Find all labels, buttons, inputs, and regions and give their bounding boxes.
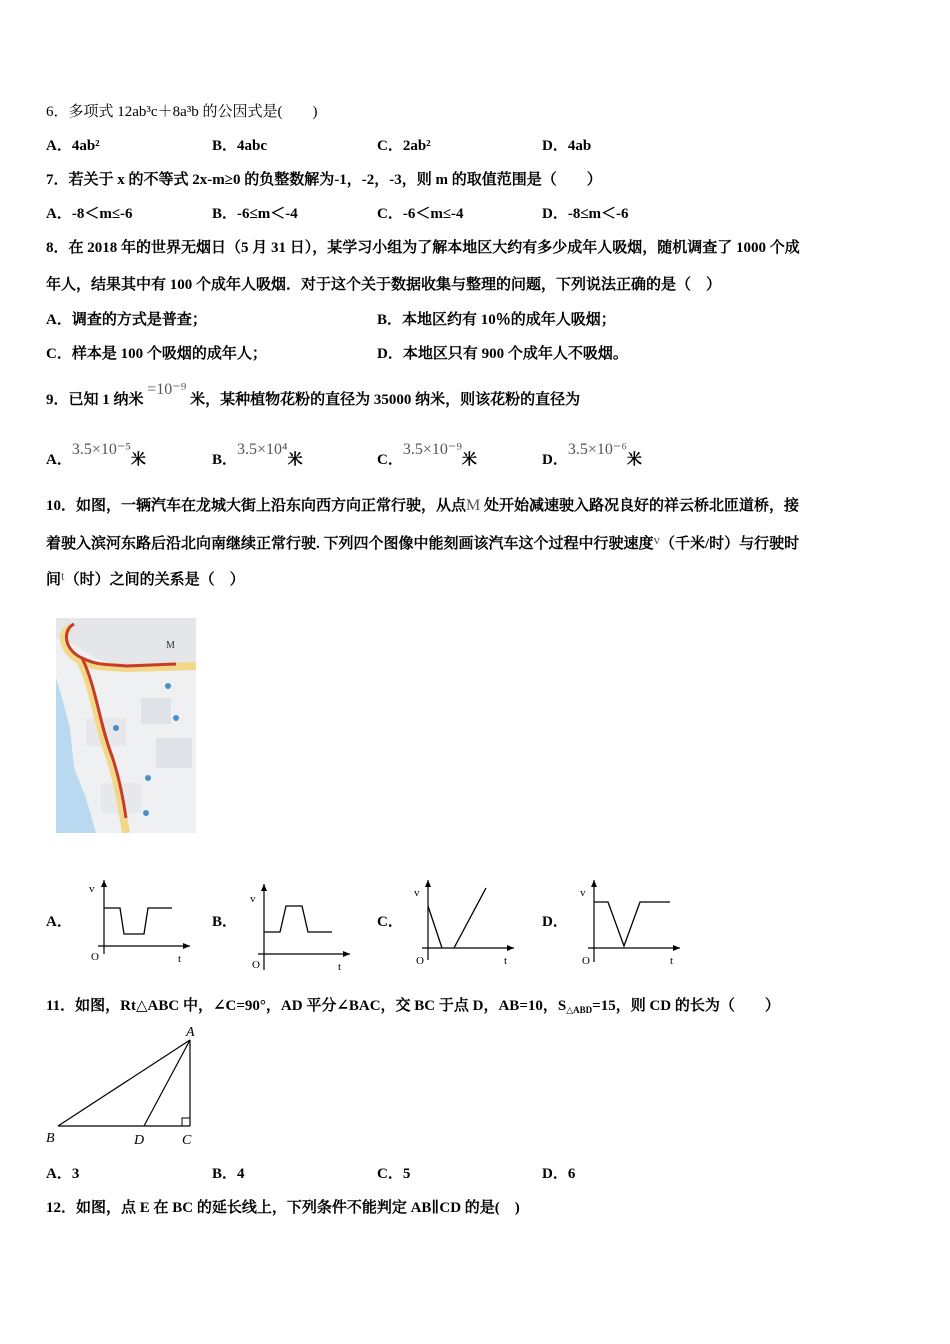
q10-graph-a <box>86 874 196 974</box>
q11-option-c: C．5 <box>377 1166 411 1182</box>
q8-option-b: B．本地区约有 10％的成年人吸烟； <box>377 312 616 328</box>
q9-option-c: C．3.5×10⁻⁹米 <box>377 441 477 468</box>
q8-option-d: D．本地区只有 900 个成年人不吸烟。 <box>377 346 628 362</box>
q7-option-d: D．-8≤m＜-6 <box>542 206 629 222</box>
q9-stem-pre: 9．已知 1 纳米 <box>46 392 144 408</box>
q10-point-m: M <box>466 497 481 514</box>
q11-triangle-figure <box>40 1020 210 1152</box>
q10-graph-d-axis-t: t <box>670 955 674 967</box>
q10-graph-c-axis-o: O <box>416 955 424 967</box>
q10-graph-c-axis-v: v <box>414 887 420 899</box>
q11-label-c: C <box>182 1133 192 1148</box>
q8-option-a: A．调查的方式是普查； <box>46 312 207 328</box>
q10-graph-b-axis-v: v <box>250 893 256 905</box>
q10-route-map <box>56 618 196 833</box>
q10-graph-c <box>412 876 522 976</box>
q11-option-d: D．6 <box>542 1166 576 1182</box>
q11-stem-sub: △ABD <box>566 1005 593 1015</box>
q10-graph-d-axis-o: O <box>582 955 590 967</box>
q7-option-a: A．-8＜m≤-6 <box>46 206 133 222</box>
q10-option-a-label: A． <box>46 914 72 930</box>
q11-option-b: B．4 <box>212 1166 245 1182</box>
q6-option-d: D．4ab <box>542 138 592 154</box>
q6-stem: 6．多项式 12ab³c＋8a³b 的公因式是( ) <box>46 104 318 120</box>
q11-stem: 11．如图，Rt△ABC 中，∠C=90°，AD 平分∠BAC，交 BC 于点 D，AB=10，$S_{\triangle ABD}=15$，则 CD 的长为（ ） <box>46 998 780 1015</box>
q9-option-d: D．3.5×10⁻⁶米 <box>542 441 642 468</box>
q9-option-b-math: 3.5×10⁴ <box>237 441 288 458</box>
q10-stem-line1: 10．如图，一辆汽车在龙城大街上沿东向西方向正常行驶，从点M 处开始减速驶入路况良好的祥云桥北匝道桥，接 <box>46 497 800 514</box>
q9-option-a: A．3.5×10⁻⁵米 <box>46 441 146 468</box>
q7-option-b: B．-6≤m＜-4 <box>212 206 298 222</box>
q10-graph-a-axis-t: t <box>178 953 182 965</box>
q10-graph-a-axis-v: v <box>89 883 95 895</box>
q9-stem-math: =10⁻⁹ <box>147 381 187 398</box>
q12-stem: 12．如图，点 E 在 BC 的延长线上，下列条件不能判定 AB∥CD 的是( ) <box>46 1200 520 1216</box>
q10-var-t: t <box>61 568 65 583</box>
q10-graph-b <box>250 880 360 980</box>
q10-graph-d-axis-v: v <box>580 887 586 899</box>
q10-graph-a-axis-o: O <box>91 951 99 963</box>
q9-stem <box>46 381 581 410</box>
q11-label-b: B <box>46 1131 55 1146</box>
q10-graph-d <box>580 876 690 976</box>
q6-option-c: C．2ab² <box>377 138 431 154</box>
q9-stem-post: 米，某种植物花粉的直径为 35000 纳米，则该花粉的直径为 <box>190 392 581 408</box>
q10-var-v: v <box>653 532 661 547</box>
q10-map-label-m: M <box>166 640 175 651</box>
q9-option-a-math: 3.5×10⁻⁵ <box>71 441 131 458</box>
q9-option-b: B．3.5×10⁴米 <box>212 441 303 468</box>
q7-option-c: C．-6＜m≤-4 <box>377 206 464 222</box>
q10-graph-b-axis-t: t <box>338 961 342 973</box>
q11-label-a: A <box>186 1025 195 1040</box>
q9-option-d-math: 3.5×10⁻⁶ <box>567 441 627 458</box>
q10-graph-c-axis-t: t <box>504 955 508 967</box>
q10-graph-b-axis-o: O <box>252 959 260 971</box>
q10-stem-line3: 间t（时）之间的关系是（ ） <box>46 568 245 588</box>
q10-option-d-label: D． <box>542 914 568 930</box>
q11-option-a: A．3 <box>46 1166 80 1182</box>
q10-stem-line2: 着驶入滨河东路后沿北向南继续正常行驶. 下列四个图像中能刻画该汽车这个过程中行驶速度v（千米/时）与行驶时 <box>46 532 800 552</box>
q7-stem: 7．若关于 x 的不等式 2x-m≥0 的负整数解为-1，-2，-3，则 m 的取值范围是（ ） <box>46 172 602 188</box>
q8-option-c: C．样本是 100 个吸烟的成年人； <box>46 346 267 362</box>
q6-option-b: B．4abc <box>212 138 268 154</box>
q9-option-c-math: 3.5×10⁻⁹ <box>402 441 462 458</box>
q6-option-a: A．4ab² <box>46 138 100 154</box>
q8-stem-line2: 年人，结果其中有 100 个成年人吸烟．对于这个关于数据收集与整理的问题，下列说法正确的是（ ） <box>46 277 722 293</box>
q10-option-c-label: C． <box>377 914 403 930</box>
q8-stem-line1: 8．在 2018 年的世界无烟日（5 月 31 日），某学习小组为了解本地区大约有多少成年人吸烟，随机调查了 1000 个成 <box>46 240 800 256</box>
q10-option-b-label: B． <box>212 914 238 930</box>
q11-label-d: D <box>134 1133 145 1148</box>
